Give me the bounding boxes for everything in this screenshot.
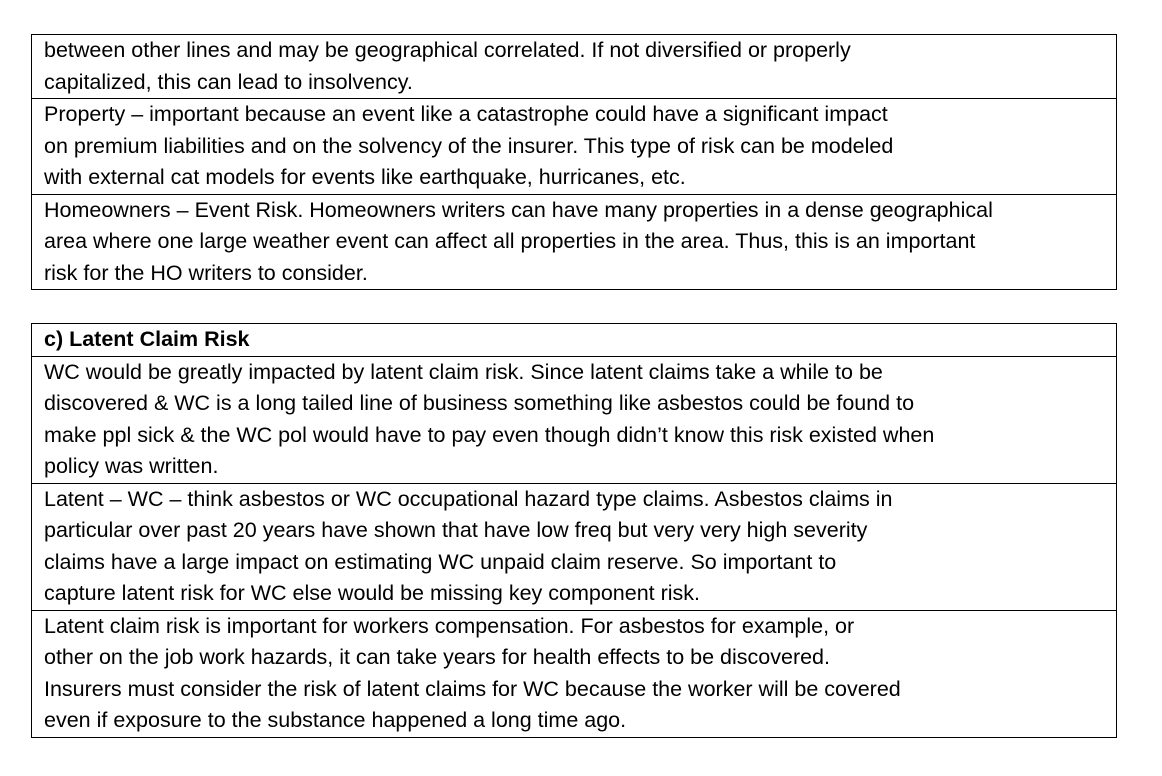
- table-row: [32, 356, 1117, 483]
- answer-cell: [32, 610, 1117, 737]
- answer-line: make ppl sick & the WC pol would have to pay even though didn’t know this risk existed when: [44, 422, 935, 447]
- answer-line: particular over past 20 years have shown that have low freq but very very high severity: [44, 518, 868, 542]
- answer-table-top: [31, 34, 1117, 290]
- answer-line: policy was written.: [44, 454, 219, 478]
- answer-line: between other lines and may be geographical correlated. If not diversified or properly: [44, 38, 851, 62]
- answer-line: claims have a large impact on estimating WC unpaid claim reserve. So important to: [44, 549, 837, 574]
- table-header-row: [32, 324, 1117, 357]
- latent-claim-risk-table: [31, 323, 1117, 738]
- answer-line: risk for the HO writers to consider.: [44, 260, 368, 285]
- answer-line: Homeowners – Event Risk. Homeowners writers can have many properties in a dense geographical: [44, 197, 993, 222]
- answer-line: Latent – WC – think asbestos or WC occupational hazard type claims. Asbestos claims in: [44, 486, 893, 511]
- answer-cell: [32, 356, 1117, 483]
- answer-line: on premium liabilities and on the solvency of the insurer. This type of risk can be modeled: [44, 133, 894, 158]
- answer-line: Insurers must consider the risk of latent claims for WC because the worker will be covered: [44, 676, 901, 701]
- table-row: [32, 483, 1117, 610]
- answer-line: capture latent risk for WC else would be missing key component risk.: [44, 581, 701, 605]
- answer-line: WC would be greatly impacted by latent claim risk. Since latent claims take a while to be: [44, 359, 883, 384]
- answer-cell: [32, 194, 1117, 290]
- answer-line: Property – important because an event like a catastrophe could have a significant impact: [44, 102, 888, 126]
- answer-line: capitalized, this can lead to insolvency.: [44, 69, 413, 94]
- table-row: [32, 35, 1117, 99]
- answer-line: Latent claim risk is important for workers compensation. For asbestos for example, or: [44, 613, 855, 638]
- table-row: [32, 610, 1117, 737]
- answer-cell: [32, 483, 1117, 610]
- table-row: [32, 194, 1117, 290]
- answer-line: even if exposure to the substance happened a long time ago.: [44, 708, 627, 732]
- table-row: [32, 99, 1117, 195]
- answer-line: area where one large weather event can affect all properties in the area. Thus, this is an important: [44, 229, 976, 253]
- answer-cell: [32, 99, 1117, 195]
- answer-line: other on the job work hazards, it can take years for health effects to be discovered.: [44, 645, 830, 669]
- answer-line: discovered & WC is a long tailed line of business something like asbestos could be found to: [44, 391, 915, 415]
- answer-cell: [32, 35, 1117, 99]
- section-heading: c) Latent Claim Risk: [32, 324, 1117, 357]
- answer-line: with external cat models for events like earthquake, hurricanes, etc.: [44, 165, 686, 189]
